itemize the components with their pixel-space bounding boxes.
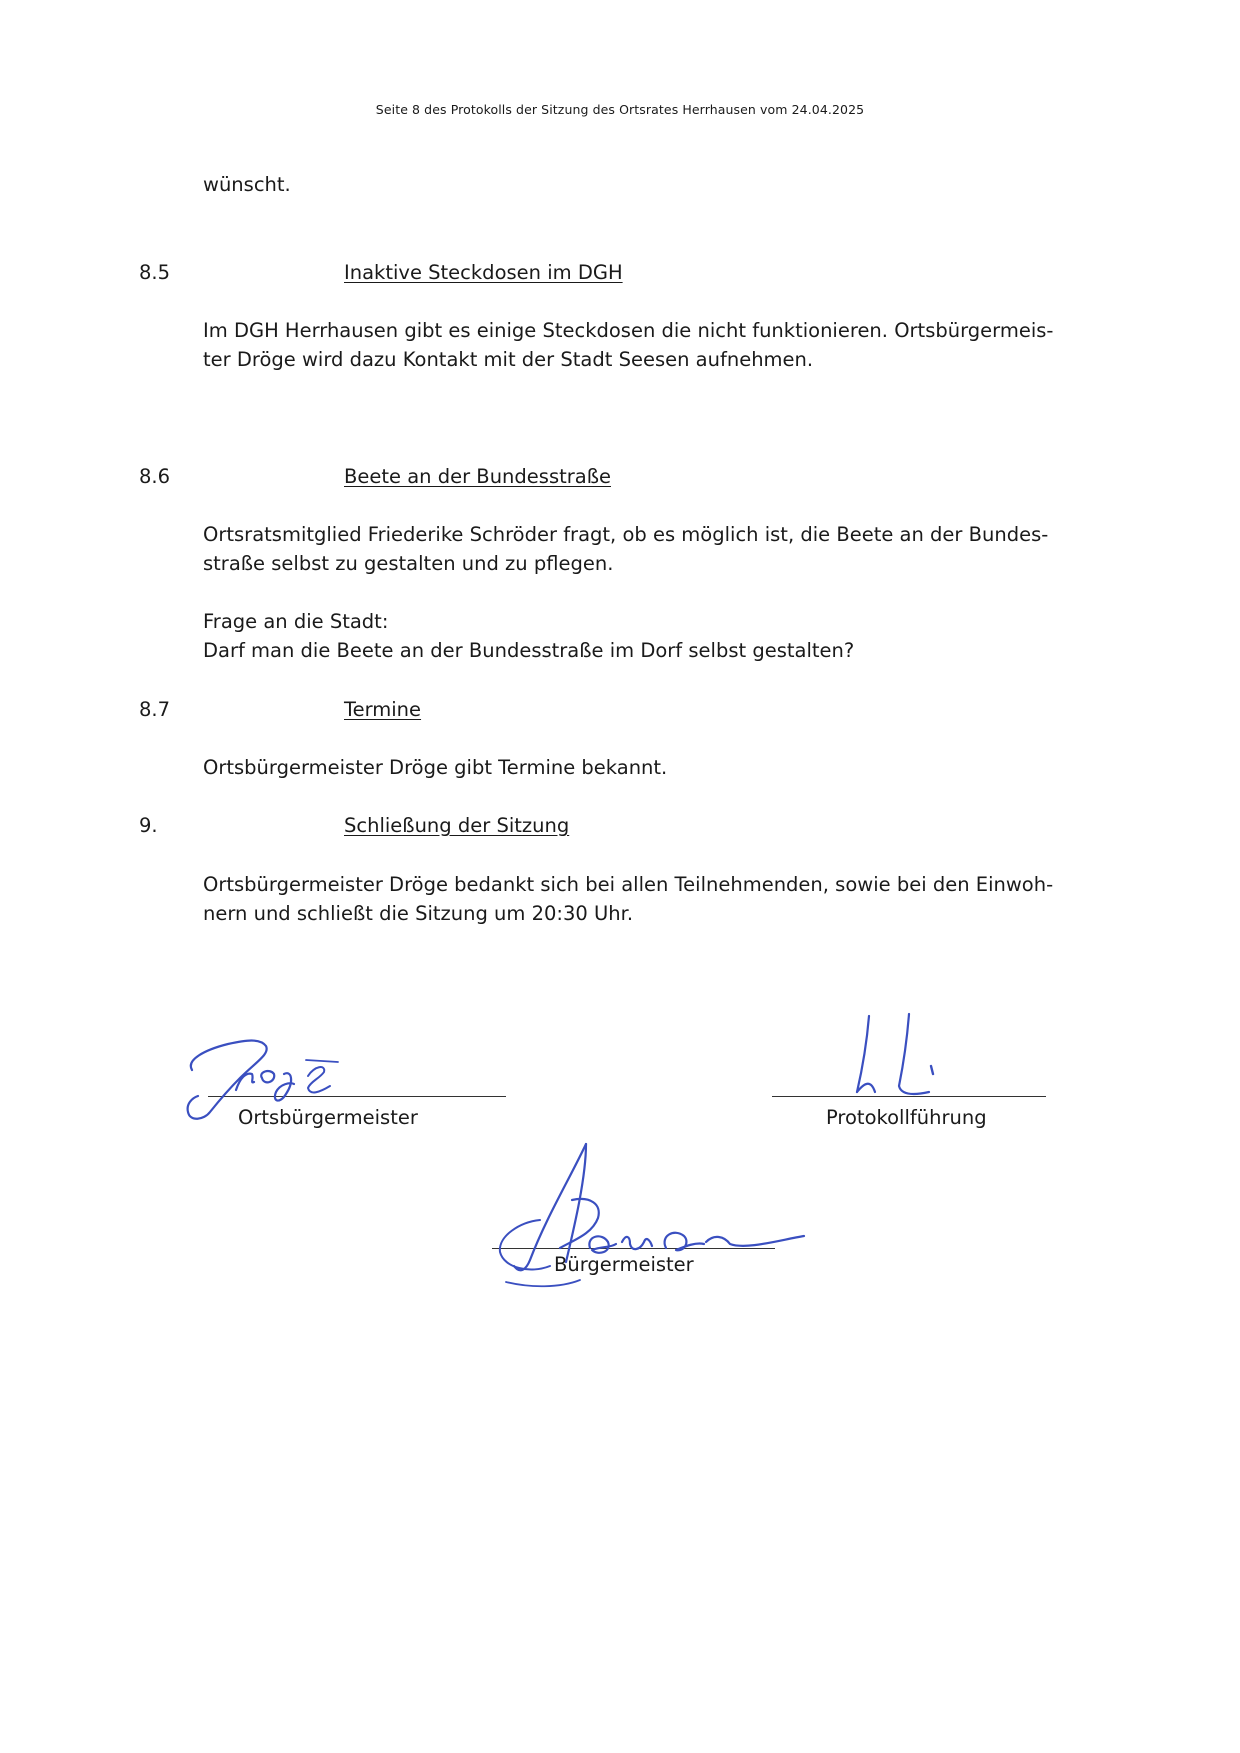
- paragraph-line: Ortsbürgermeister Dröge gibt Termine bekannt.: [203, 756, 668, 779]
- paragraph-line: nern und schließt die Sitzung um 20:30 Uhr.: [203, 902, 634, 925]
- signature-label-left: Ortsbürgermeister: [238, 1106, 418, 1129]
- section-heading: Schließung der Sitzung: [344, 814, 570, 837]
- page-header: Seite 8 des Protokolls der Sitzung des Ortsrates Herrhausen vom 24.04.2025: [375, 102, 865, 117]
- continuation-text: wünscht.: [203, 173, 291, 196]
- section-number: 8.5: [139, 261, 171, 284]
- section-heading: Termine: [344, 698, 422, 721]
- signature-label-bottom: Bürgermeister: [554, 1253, 694, 1276]
- signature-droege-image: [180, 1020, 380, 1130]
- paragraph-line: Ortsbürgermeister Dröge bedankt sich bei allen Teilnehmenden, sowie bei den Einwoh-: [203, 873, 1054, 896]
- section-number: 8.6: [139, 465, 171, 488]
- section-number: 8.7: [139, 698, 171, 721]
- section-heading: Inaktive Steckdosen im DGH: [344, 261, 623, 284]
- signature-buergermeister-image: [490, 1138, 810, 1298]
- paragraph-line: Im DGH Herrhausen gibt es einige Steckdosen die nicht funktionieren. Ortsbürgermeis-: [203, 319, 1054, 342]
- question-line: Frage an die Stadt:: [203, 610, 389, 633]
- signature-protokoll-image: [845, 1010, 935, 1110]
- signature-label-right: Protokollführung: [826, 1106, 987, 1129]
- paragraph-line: Ortsratsmitglied Friederike Schröder fragt, ob es möglich ist, die Beete an der Bundes-: [203, 523, 1049, 546]
- question-line: Darf man die Beete an der Bundesstraße im Dorf selbst gestalten?: [203, 639, 855, 662]
- paragraph-line: straße selbst zu gestalten und zu pflegen.: [203, 552, 614, 575]
- section-number: 9.: [139, 814, 158, 837]
- section-heading: Beete an der Bundesstraße: [344, 465, 611, 488]
- paragraph-line: ter Dröge wird dazu Kontakt mit der Stadt Seesen aufnehmen.: [203, 348, 814, 371]
